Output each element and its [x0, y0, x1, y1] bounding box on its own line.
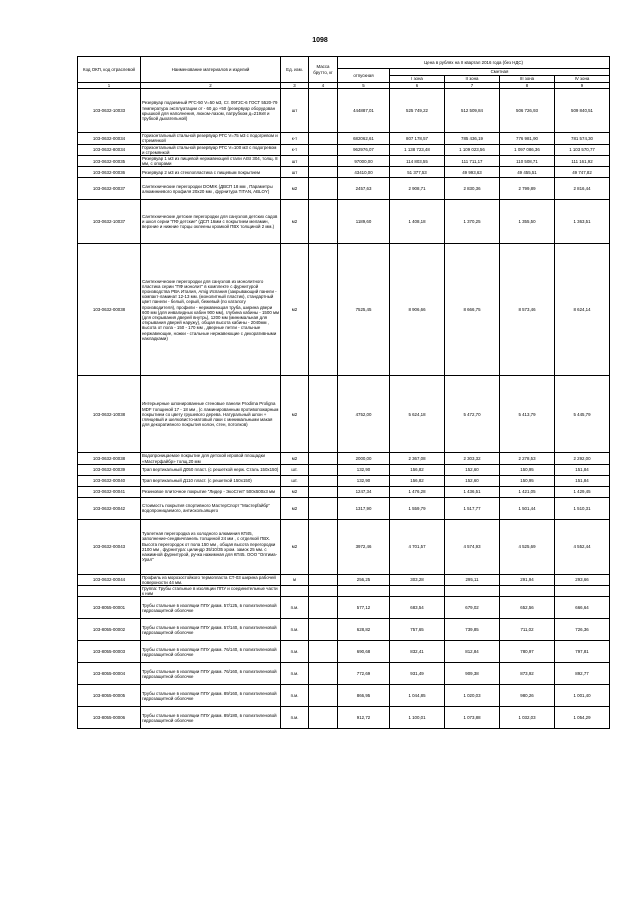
- cell-release: 772,69: [338, 663, 390, 685]
- cell-mass: [309, 167, 338, 178]
- cell-code: 103-0632-00034: [78, 133, 141, 144]
- col-index: 9: [555, 83, 610, 89]
- cell-zone-2: 1 020,03: [445, 685, 500, 707]
- cell-code: 103-0632-00040: [78, 475, 141, 486]
- header-zone-2: II зона: [445, 76, 500, 83]
- cell-unit: шт.: [281, 475, 309, 486]
- cell-zone-1: 156,82: [390, 464, 445, 475]
- cell-zone-3: 49 455,51: [500, 167, 555, 178]
- header-code: Код ОКП, код отраслевой: [78, 57, 141, 83]
- cell-zone-3: 1 355,50: [500, 200, 555, 244]
- table-row: [78, 144, 610, 155]
- cell-zone-1: 1 138 723,48: [390, 144, 445, 155]
- cell-zone-2: 1 436,51: [445, 486, 500, 497]
- cell-zone-2: 152,60: [445, 475, 500, 486]
- table-row: [78, 475, 610, 486]
- cell-code: 103-8055-00001: [78, 597, 141, 619]
- cell-zone-4: 151,84: [555, 464, 610, 475]
- cell-zone-1: 832,41: [390, 641, 445, 663]
- col-index: 7: [445, 83, 500, 89]
- table-row: [78, 376, 610, 453]
- cell-name: Профиль из морозостойкого термопласта СТ-03 ширина рабочей поверхности 44 мм.: [141, 574, 281, 585]
- group-row: [78, 586, 610, 597]
- cell-release: 1189,60: [338, 200, 390, 244]
- cell-zone-4: 797,81: [555, 641, 610, 663]
- cell-zone-4: 1 363,51: [555, 200, 610, 244]
- cell-name: Стоимость покрытия спортивного МастерСпорт "Мастерfайбр" водопроницаемого, антискользящего: [141, 497, 281, 519]
- cell-zone-2: 8 666,75: [445, 244, 500, 376]
- cell-unit: к-т: [281, 133, 309, 144]
- cell-zone-3: 873,92: [500, 663, 555, 685]
- cell-unit: м2: [281, 200, 309, 244]
- cell-name: Резервуар 2 м3 из стеклопластика с пищевым покрытием: [141, 167, 281, 178]
- cell-mass: [309, 133, 338, 144]
- cell-zone-3: 291,94: [500, 574, 555, 585]
- header-price-title: Цена в рублях на II квартал 2016 года (без НДС): [338, 57, 610, 69]
- cell-zone-3: 711,02: [500, 619, 555, 641]
- cell-zone-1: 757,65: [390, 619, 445, 641]
- cell-zone-3: 150,95: [500, 464, 555, 475]
- col-index: 5: [338, 83, 390, 89]
- cell-unit: п.м.: [281, 707, 309, 729]
- cell-zone-3: 5 413,79: [500, 376, 555, 453]
- cell-zone-2: 785 436,19: [445, 133, 500, 144]
- cell-unit: п.м.: [281, 597, 309, 619]
- cell-zone-1: 931,49: [390, 663, 445, 685]
- cell-unit: м2: [281, 497, 309, 519]
- cell-zone-4: 1 001,40: [555, 685, 610, 707]
- cell-release: 3972,46: [338, 519, 390, 574]
- table-row: [78, 178, 610, 200]
- cell-release: 4752,00: [338, 376, 390, 453]
- cell-zone-3: 980,26: [500, 685, 555, 707]
- cell-release: 962976,07: [338, 144, 390, 155]
- cell-zone-4: 111 161,92: [555, 155, 610, 166]
- cell-unit: шт: [281, 155, 309, 166]
- cell-release: [338, 586, 390, 597]
- cell-code: 103-0632-00041: [78, 486, 141, 497]
- table-row: [78, 497, 610, 519]
- cell-zone-2: 152,60: [445, 464, 500, 475]
- cell-unit: п.м.: [281, 685, 309, 707]
- cell-mass: [309, 641, 338, 663]
- cell-code: 103-0632-00044: [78, 574, 141, 585]
- cell-name: Трубы стальные в изоляции ППУ диам. 76/140, в полиэтиленовой гидрозащитной оболочке: [141, 641, 281, 663]
- cell-release: 1247,34: [338, 486, 390, 497]
- cell-code: 103-0632-00035: [78, 155, 141, 166]
- cell-zone-2: 512 509,84: [445, 89, 500, 133]
- cell-zone-1: 807 178,57: [390, 133, 445, 144]
- table-row: [78, 574, 610, 585]
- cell-zone-2: 2 830,36: [445, 178, 500, 200]
- cell-mass: [309, 200, 338, 244]
- cell-release: 912,72: [338, 707, 390, 729]
- cell-code: 103-0632-00043: [78, 519, 141, 574]
- cell-name: Интерьерные шпонированные стеновые панели Prodima Proligna MDF толщиной 17 - 18 мм , (с ламинированным противопожарным покрытием со цвету грушевого дерева. Натуральный шпон + глянцевый и шелковисто-матовый лаки с минимальными макая для декоративного покрытия колон, стен, потолков): [141, 376, 281, 453]
- cell-zone-2: 1 073,88: [445, 707, 500, 729]
- cell-unit: м2: [281, 376, 309, 453]
- cell-name: Горизонтальный стальной резервуар РГС V=75 м3 с подогревом и стремянкой: [141, 133, 281, 144]
- cell-zone-2: 49 993,63: [445, 167, 500, 178]
- cell-zone-3: 1 421,05: [500, 486, 555, 497]
- cell-name: Трубы стальные в изоляции ППУ диам. 57/140, в полиэтиленовой гидрозащитной оболочке: [141, 619, 281, 641]
- header-zone-1: I зона: [390, 76, 445, 83]
- cell-mass: [309, 586, 338, 597]
- header-zone-4: IV зона: [555, 76, 610, 83]
- cell-code: 103-0632-00038: [78, 244, 141, 376]
- cell-code: 103-0632-00038: [78, 453, 141, 464]
- cell-name: Трубы стальные в изоляции ППУ диам. 89/180, в полиэтиленовой гидрозащитной оболочке: [141, 707, 281, 729]
- cell-zone-3: 780,97: [500, 641, 555, 663]
- table-row: [78, 200, 610, 244]
- cell-zone-3: 8 573,46: [500, 244, 555, 376]
- cell-zone-2: 1 517,77: [445, 497, 500, 519]
- cell-zone-2: 909,38: [445, 663, 500, 685]
- cell-zone-4: 151,84: [555, 475, 610, 486]
- cell-zone-3: 1 032,03: [500, 707, 555, 729]
- cell-release: 866,95: [338, 685, 390, 707]
- cell-zone-1: 51 377,53: [390, 167, 445, 178]
- cell-zone-2: 111 711,17: [445, 155, 500, 166]
- cell-zone-4: 726,36: [555, 619, 610, 641]
- cell-release: 132,90: [338, 475, 390, 486]
- cell-release: 628,82: [338, 619, 390, 641]
- cell-unit: шт.: [281, 464, 309, 475]
- cell-zone-4: 49 747,82: [555, 167, 610, 178]
- cell-unit: м2: [281, 486, 309, 497]
- cell-zone-2: 2 303,32: [445, 453, 500, 464]
- cell-zone-4: 2 292,00: [555, 453, 610, 464]
- cell-mass: [309, 685, 338, 707]
- cell-unit: м2: [281, 244, 309, 376]
- cell-code: 103-0632-10038: [78, 376, 141, 453]
- table-row: [78, 519, 610, 574]
- cell-zone-1: 1 408,18: [390, 200, 445, 244]
- cell-code: [78, 586, 141, 597]
- cell-name: Резиновое плиточное покрытие "Лидер - ЭкоСтеп" 500х500х3 мм: [141, 486, 281, 497]
- col-index: 6: [390, 83, 445, 89]
- cell-zone-1: 1 100,01: [390, 707, 445, 729]
- table-row: [78, 641, 610, 663]
- cell-release: 1317,90: [338, 497, 390, 519]
- cell-release: 256,25: [338, 574, 390, 585]
- cell-zone-3: 150,95: [500, 475, 555, 486]
- cell-name: Трубы стальные в изоляции ППУ диам. 57/125, в полиэтиленовой гидрозащитной оболочке: [141, 597, 281, 619]
- cell-zone-2: 812,84: [445, 641, 500, 663]
- cell-zone-1: 1 476,28: [390, 486, 445, 497]
- cell-zone-1: 525 749,22: [390, 89, 445, 133]
- table-row: [78, 133, 610, 144]
- cell-mass: [309, 178, 338, 200]
- cell-zone-2: 739,85: [445, 619, 500, 641]
- cell-zone-4: 892,77: [555, 663, 610, 685]
- cell-mass: [309, 663, 338, 685]
- cell-mass: [309, 144, 338, 155]
- cell-zone-3: 1 097 086,36: [500, 144, 555, 155]
- cell-name: Трубы стальные в изоляции ППУ диам. 89/160, в полиэтиленовой гидрозащитной оболочке: [141, 685, 281, 707]
- table-row: [78, 453, 610, 464]
- cell-unit: [281, 586, 309, 597]
- cell-name: Трап вертикальный Д110 пласт. (с решеткой 150х150): [141, 475, 281, 486]
- cell-zone-2: [445, 586, 500, 597]
- cell-mass: [309, 89, 338, 133]
- cell-zone-2: 1 370,25: [445, 200, 500, 244]
- cell-zone-1: 1 559,79: [390, 497, 445, 519]
- cell-unit: м: [281, 574, 309, 585]
- table-row: [78, 707, 610, 729]
- cell-zone-1: 2 908,71: [390, 178, 445, 200]
- cell-name: Сантехнические детские перегородки для санузлов детских садов и школ серии "ПФ детские" (ДСП 16мм с покрытием меламин, верхние и нижние торцы оклеены кромкой ПВХ толщиной 2 мм.): [141, 200, 281, 244]
- col-index: 3: [281, 83, 309, 89]
- table-row: [78, 244, 610, 376]
- cell-zone-3: 110 508,71: [500, 155, 555, 166]
- cell-zone-2: 4 574,93: [445, 519, 500, 574]
- cell-zone-3: [500, 586, 555, 597]
- cell-zone-2: 679,02: [445, 597, 500, 619]
- cell-mass: [309, 519, 338, 574]
- cell-release: 444887,01: [338, 89, 390, 133]
- cell-mass: [309, 244, 338, 376]
- cell-zone-4: 509 840,51: [555, 89, 610, 133]
- header-unit: Ед. изм.: [281, 57, 309, 83]
- header-mass: Масса брутто, кг: [309, 57, 338, 83]
- cell-zone-3: 776 981,90: [500, 133, 555, 144]
- table-row: [78, 663, 610, 685]
- cell-zone-3: 2 799,89: [500, 178, 555, 200]
- cell-release: 577,12: [338, 597, 390, 619]
- table-row: [78, 464, 610, 475]
- cell-mass: [309, 453, 338, 464]
- page-number: 1098: [312, 37, 328, 44]
- price-table: [77, 56, 610, 729]
- cell-code: 103-0632-10037: [78, 200, 141, 244]
- header-name: Наименование материалов и изделий: [141, 57, 281, 83]
- table-row: [78, 486, 610, 497]
- table-row: [78, 685, 610, 707]
- cell-zone-4: 1 054,29: [555, 707, 610, 729]
- cell-code: 103-8055-00003: [78, 641, 141, 663]
- cell-mass: [309, 597, 338, 619]
- col-index: 8: [500, 83, 555, 89]
- table-body: [78, 89, 610, 729]
- cell-mass: [309, 464, 338, 475]
- cell-unit: м2: [281, 178, 309, 200]
- table-row: [78, 167, 610, 178]
- cell-unit: п.м.: [281, 641, 309, 663]
- cell-release: 682062,61: [338, 133, 390, 144]
- cell-code: 103-8055-00005: [78, 685, 141, 707]
- header-release: отпускная: [338, 69, 390, 83]
- cell-name: Горизонтальный стальной резервуар РГС V=100 м3 с подогревом и стремянкой: [141, 144, 281, 155]
- cell-unit: п.м.: [281, 663, 309, 685]
- cell-mass: [309, 619, 338, 641]
- cell-mass: [309, 155, 338, 166]
- col-index: 2: [141, 83, 281, 89]
- cell-code: 103-8055-00004: [78, 663, 141, 685]
- cell-code: 103-8055-00006: [78, 707, 141, 729]
- cell-mass: [309, 486, 338, 497]
- cell-zone-4: 4 552,44: [555, 519, 610, 574]
- cell-zone-3: 506 726,93: [500, 89, 555, 133]
- cell-release: 690,68: [338, 641, 390, 663]
- header-estimate: Сметная: [390, 69, 610, 76]
- table-row: [78, 155, 610, 166]
- cell-release: 43410,00: [338, 167, 390, 178]
- cell-code: 103-0632-80034: [78, 144, 141, 155]
- cell-zone-4: 1 103 570,77: [555, 144, 610, 155]
- cell-zone-1: 683,54: [390, 597, 445, 619]
- cell-zone-1: 303,28: [390, 574, 445, 585]
- cell-code: 103-0632-00039: [78, 464, 141, 475]
- cell-release: 2457,63: [338, 178, 390, 200]
- cell-code: 103-0632-00037: [78, 178, 141, 200]
- cell-name: Резервуар подземный РГС-50 V=50 м3, Ст. 09Г2С-6 ГОСТ 5520-79 температура эксплуатации от - 60 до +50 (резервуар оборудован крышкой для наполнения, люком-лазом, патрубком д=219х8 и трубкой дыхательной): [141, 89, 281, 133]
- cell-zone-3: 2 278,53: [500, 453, 555, 464]
- cell-zone-4: 781 574,30: [555, 133, 610, 144]
- cell-mass: [309, 376, 338, 453]
- cell-zone-1: 1 044,85: [390, 685, 445, 707]
- cell-zone-4: 1 510,31: [555, 497, 610, 519]
- cell-zone-3: 1 501,44: [500, 497, 555, 519]
- cell-zone-4: 293,66: [555, 574, 610, 585]
- cell-zone-4: 5 445,79: [555, 376, 610, 453]
- cell-release: 132,90: [338, 464, 390, 475]
- cell-name: Сантехнические перегородки для санузлов из монолитного пластика серии "ПФ монолит" в комплекте с фурнитурой производства РВА Италия, Amig Испания (закрывающий панели - компакт-ламинат 12-13 мм. (монолитный пластик), стандартный цвет панели - белый, серый, бежевый (по каталогу производителя), профили - нержавеющая труба, ширина двери 600 мм (для инвалидных кабин 900 мм), глубина кабины - 1500 мм (для открывания дверей внутрь), 1200 мм (минимальная для открывания дверей наружу), общая высота кабины - 2040мм , высота от пола - 150 - 170 мм , дверные петли - стальные нержавеющие, ножки - стальные нержавеющие с декоративными накладками): [141, 244, 281, 376]
- col-index: 4: [309, 83, 338, 89]
- cell-zone-1: 4 701,57: [390, 519, 445, 574]
- table-row: [78, 619, 610, 641]
- cell-unit: м2: [281, 453, 309, 464]
- cell-name: Трап вертикальный Д050 пласт. (с решеткой нерж. Сталь 150х150): [141, 464, 281, 475]
- cell-zone-2: 1 109 023,56: [445, 144, 500, 155]
- cell-name: Сантехнические перегородки DOMIK (ДВСП 18 мм , Параметры алюминиевого профиля 20х20 мм , фурнитура TITAN, ABLOY): [141, 178, 281, 200]
- cell-zone-4: 8 624,14: [555, 244, 610, 376]
- cell-code: 103-0632-00042: [78, 497, 141, 519]
- cell-unit: к-т: [281, 144, 309, 155]
- cell-zone-4: 2 816,44: [555, 178, 610, 200]
- cell-zone-3: 4 525,69: [500, 519, 555, 574]
- cell-zone-4: 666,64: [555, 597, 610, 619]
- cell-zone-1: 156,82: [390, 475, 445, 486]
- cell-code: 103-0632-10033: [78, 89, 141, 133]
- cell-name: Туалетная перегородка из холодного алюминия КП45, заполнение-сендвичпанель толщиной 24 мм , с отделкой ПВХ. Высота перегородок от пола 150 мм , общая высота перегородки 2100 мм , фурнитура: цилиндр 35/10/35 хром. замок 25 мм. с нажимной фурнитурой, ручка нажимная для КП45. ООО "Оптима-Урал": [141, 519, 281, 574]
- cell-unit: м2: [281, 519, 309, 574]
- cell-zone-3: 652,56: [500, 597, 555, 619]
- cell-group-name: Группа: Трубы стальные в изоляции ППУ и соединительные части к ним: [141, 586, 281, 597]
- cell-mass: [309, 574, 338, 585]
- table-row: [78, 597, 610, 619]
- cell-unit: шт: [281, 89, 309, 133]
- cell-zone-4: 1 429,45: [555, 486, 610, 497]
- cell-mass: [309, 497, 338, 519]
- cell-release: 97000,00: [338, 155, 390, 166]
- cell-unit: шт: [281, 167, 309, 178]
- cell-zone-2: 5 472,70: [445, 376, 500, 453]
- cell-mass: [309, 475, 338, 486]
- cell-mass: [309, 707, 338, 729]
- cell-code: 103-8055-00002: [78, 619, 141, 641]
- cell-zone-1: 2 367,08: [390, 453, 445, 464]
- col-index: 1: [78, 83, 141, 89]
- cell-name: Трубы стальные в изоляции ППУ диам. 76/160, в полиэтиленовой гидрозащитной оболочке: [141, 663, 281, 685]
- cell-name: Водопроницаемое покрытие для детской игровой площадки «Мастерфайбр» толщ.20 мм: [141, 453, 281, 464]
- cell-zone-4: [555, 586, 610, 597]
- cell-zone-1: 5 624,18: [390, 376, 445, 453]
- cell-unit: п.м.: [281, 619, 309, 641]
- cell-release: 7525,45: [338, 244, 390, 376]
- table-row: [78, 89, 610, 133]
- cell-zone-1: 114 803,55: [390, 155, 445, 166]
- cell-zone-2: 295,11: [445, 574, 500, 585]
- cell-zone-1: [390, 586, 445, 597]
- header-zone-3: III зона: [500, 76, 555, 83]
- cell-name: Резервуар 1 м3 из пищевой нержавеющей стали AISI 304, толщ. 8 мм, с опорами: [141, 155, 281, 166]
- cell-release: 2000,00: [338, 453, 390, 464]
- cell-zone-1: 8 906,66: [390, 244, 445, 376]
- cell-code: 103-0632-00036: [78, 167, 141, 178]
